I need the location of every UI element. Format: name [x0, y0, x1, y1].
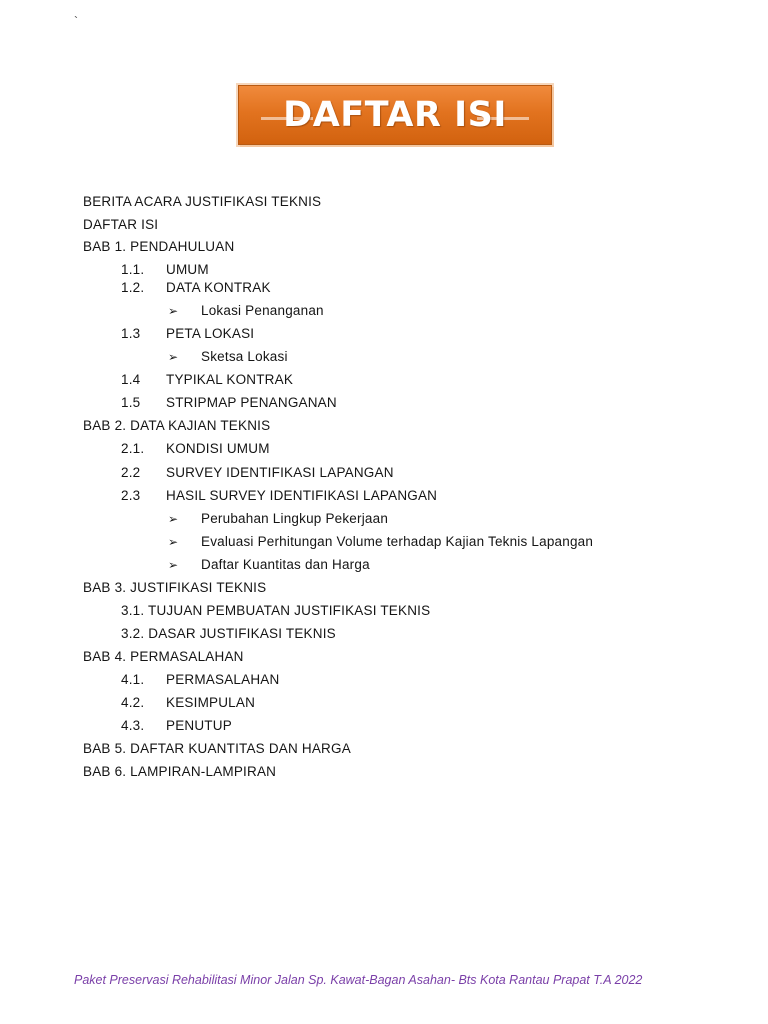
item-number: 4.1. — [121, 672, 145, 687]
arrow-bullet-icon: ➢ — [168, 512, 179, 526]
item-number: 1.5 — [121, 395, 141, 410]
arrow-bullet-icon: ➢ — [168, 350, 179, 364]
arrow-bullet-icon: ➢ — [168, 535, 179, 549]
item-label: PERMASALAHAN — [166, 672, 280, 687]
toc-bab-1: BAB 1. PENDAHULUAN — [83, 239, 235, 254]
item-number: 1.1. — [121, 262, 145, 277]
item-number: 4.2. — [121, 695, 145, 710]
title-banner — [238, 85, 552, 145]
sub-item-label: Evaluasi Perhitungan Volume terhadap Kajian Teknis Lapangan — [201, 534, 594, 549]
item-number: 2.3 — [121, 488, 141, 503]
item-number: 1.2. — [121, 280, 145, 295]
item-label: KESIMPULAN — [166, 695, 256, 710]
item-label: KONDISI UMUM — [166, 441, 270, 456]
item-number: 1.3 — [121, 326, 141, 341]
item-label: UMUM — [166, 262, 209, 277]
toc-bab-3: BAB 3. JUSTIFIKASI TEKNIS — [83, 580, 267, 595]
item-label: DATA KONTRAK — [166, 280, 271, 295]
arrow-bullet-icon: ➢ — [168, 558, 179, 572]
item-label: STRIPMAP PENANGANAN — [166, 395, 337, 410]
toc-bab-4: BAB 4. PERMASALAHAN — [83, 649, 244, 664]
page-title: DAFTAR ISI — [283, 95, 507, 135]
sub-item-label: Daftar Kuantitas dan Harga — [201, 557, 370, 572]
item-label: HASIL SURVEY IDENTIFIKASI LAPANGAN — [166, 488, 438, 503]
toc-bab-5: BAB 5. DAFTAR KUANTITAS DAN HARGA — [83, 741, 351, 756]
sub-item-label: Lokasi Penanganan — [201, 303, 324, 318]
toc-bab-2: BAB 2. DATA KAJIAN TEKNIS — [83, 418, 271, 433]
item-number: 4.3. — [121, 718, 145, 733]
arrow-bullet-icon: ➢ — [168, 304, 179, 318]
item-label: TYPIKAL KONTRAK — [166, 372, 294, 387]
stray-mark: ` — [74, 14, 78, 28]
item-label: PENUTUP — [166, 718, 232, 733]
item-number: 2.2 — [121, 465, 141, 480]
item-number: 1.4 — [121, 372, 141, 387]
item-number: 2.1. — [121, 441, 145, 456]
item-label: PETA LOKASI — [166, 326, 255, 341]
toc-item-3-2: 3.2. DASAR JUSTIFIKASI TEKNIS — [121, 626, 336, 641]
toc-berita-acara: BERITA ACARA JUSTIFIKASI TEKNIS — [83, 194, 322, 209]
toc-item-3-1: 3.1. TUJUAN PEMBUATAN JUSTIFIKASI TEKNIS — [121, 603, 431, 618]
page-footer: Paket Preservasi Rehabilitasi Minor Jalan Sp. Kawat-Bagan Asahan- Bts Kota Rantau Prapat T.A 2022 — [74, 973, 643, 987]
toc-bab-6: BAB 6. LAMPIRAN-LAMPIRAN — [83, 764, 277, 779]
sub-item-label: Sketsa Lokasi — [201, 349, 288, 364]
sub-item-label: Perubahan Lingkup Pekerjaan — [201, 511, 389, 526]
item-label: SURVEY IDENTIFIKASI LAPANGAN — [166, 465, 394, 480]
toc-daftar-isi: DAFTAR ISI — [83, 217, 159, 232]
